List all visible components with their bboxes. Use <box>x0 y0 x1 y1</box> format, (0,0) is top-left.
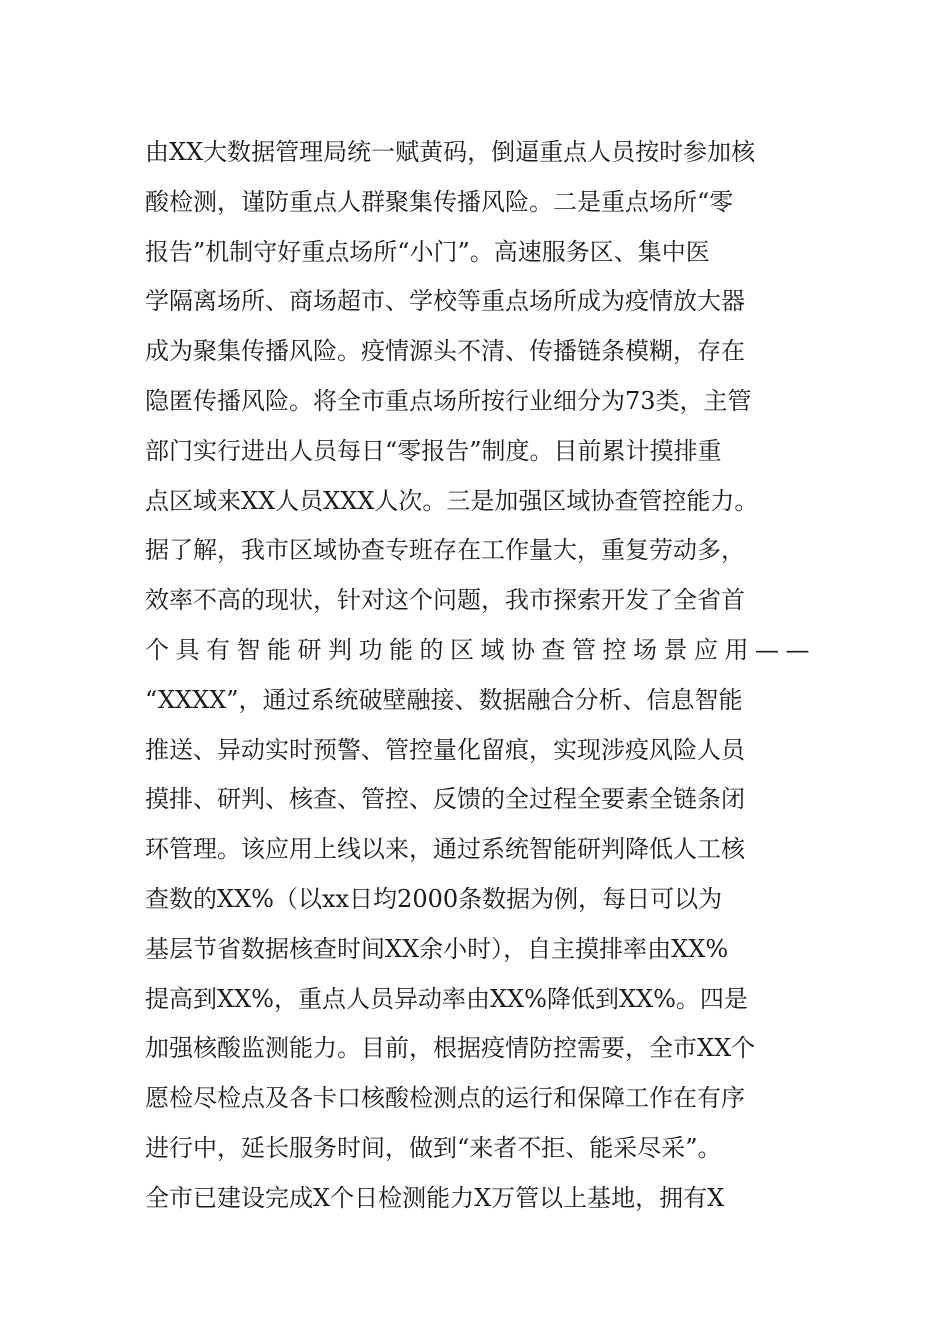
text-line-18: 提高到XX%，重点人员异动率由XX%降低到XX%。四是 <box>145 984 748 1013</box>
text-line-15: 环管理。该应用上线以来，通过系统智能研判降低人工核 <box>145 835 745 864</box>
text-line-20: 愿检尽检点及各卡口核酸检测点的运行和保障工作在有序 <box>145 1084 745 1113</box>
text-line-3: 报告”机制守好重点场所“小门”。高速服务区、集中医 <box>145 237 710 266</box>
text-line-9: 据了解，我市区域协查专班存在工作量大，重复劳动多， <box>145 536 745 565</box>
text-line-16: 查数的XX%（以xx日均2000条数据为例，每日可以为 <box>145 884 723 913</box>
text-line-7: 部门实行进出人员每日“零报告”制度。目前累计摸排重 <box>145 436 722 465</box>
text-line-8: 点区域来XX人员XXX人次。三是加强区域协查管控能力。 <box>145 486 759 515</box>
text-line-13: 推送、异动实时预警、管控量化留痕，实现涉疫风险人员 <box>145 735 745 764</box>
text-line-21: 进行中，延长服务时间，做到“来者不拒、能采尽采”。 <box>145 1133 722 1162</box>
text-line-17: 基层节省数据核查时间XX余小时），自主摸排率由XX% <box>145 934 729 963</box>
text-line-2: 酸检测，谨防重点人群聚集传播风险。二是重点场所“零 <box>145 187 734 216</box>
text-line-10: 效率不高的现状，针对这个问题，我市探索开发了全省首 <box>145 586 745 615</box>
text-line-4: 学隔离场所、商场超市、学校等重点场所成为疫情放大器 <box>145 287 745 316</box>
text-line-1: 由XX大数据管理局统一赋黄码，倒逼重点人员按时参加核 <box>145 138 756 166</box>
text-line-14: 摸排、研判、核查、管控、反馈的全过程全要素全链条闭 <box>145 785 745 814</box>
text-line-11: 个具有智能研判功能的区域协查管控场景应用—— <box>145 635 816 664</box>
text-line-6: 隐匿传播风险。将全市重点场所按行业细分为73类，主管 <box>145 386 752 415</box>
text-line-5: 成为聚集传播风险。疫情源头不清、传播链条模糊，存在 <box>145 337 745 366</box>
body-text <box>145 128 835 1224</box>
text-line-19: 加强核酸监测能力。目前，根据疫情防控需要，全市XX个 <box>145 1034 756 1063</box>
text-line-12: “XXXX”，通过系统破壁融接、数据融合分析、信息智能 <box>145 685 743 714</box>
text-line-22: 全市已建设完成X个日检测能力X万管以上基地，拥有X <box>145 1183 725 1212</box>
